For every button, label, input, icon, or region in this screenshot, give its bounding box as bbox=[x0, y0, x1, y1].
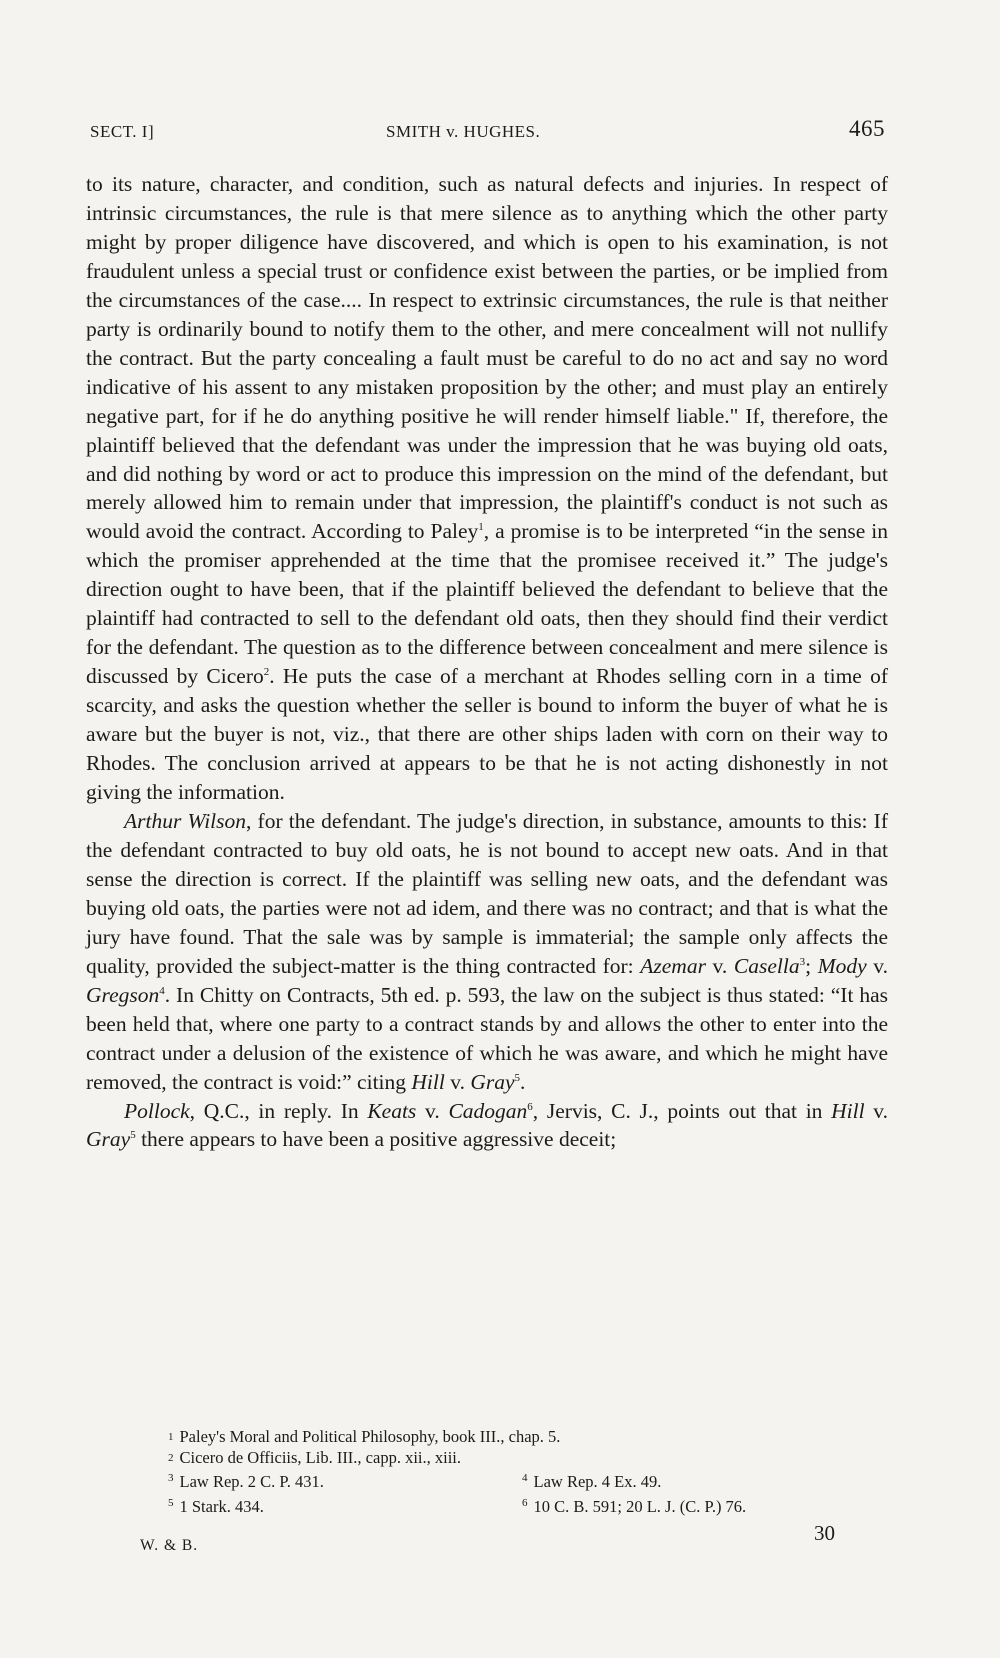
paragraph-text: . He puts the case of a merchant at Rhodes selling corn in a time of scarcity, and asks the question whether the seller is bound to inform the buyer of what he is aware but the buyer is not, viz., that there are other ships laden with corn on their way to Rhodes. The conclusion arrived at appears to be that he is not acting dishonestly in not giving the information. bbox=[86, 664, 889, 805]
footnote-ref: 1 bbox=[478, 521, 484, 534]
paragraph-text: there appears to have been a positive aggressive deceit; bbox=[135, 1127, 617, 1152]
footnote bbox=[522, 1468, 661, 1493]
case-party: Gray bbox=[86, 1127, 131, 1152]
footnote-number: 6 bbox=[522, 1496, 528, 1509]
footnote bbox=[168, 1427, 868, 1448]
paragraph-text: . bbox=[520, 1069, 526, 1094]
paragraph-text: , a promise is to be interpreted “in the sense in which the promiser apprehended at the time that the promisee received it.” The judge's direction ought to have been, that if the plaintiff believed the defendant to believe that the plaintiff had contracted to sell to the defendant old oats, then they should find their verdict for the defendant. The question as to the difference between concealment and mere silence is discussed by Cicero bbox=[86, 519, 888, 689]
case-party: Gregson bbox=[86, 982, 160, 1007]
gathering-signature: 30 bbox=[814, 1521, 835, 1545]
versus: v. bbox=[705, 953, 734, 978]
footnote-text: Law Rep. 2 C. P. 431. bbox=[179, 1472, 324, 1491]
case-party: Cadogan bbox=[448, 1098, 528, 1123]
case-title: SMITH v. HUGHES. bbox=[386, 122, 541, 141]
paragraph-text: to its nature, character, and condition, such as natural defects and injuries. In respect of intrinsic circumstances, the rule is that mere silence as to anything which the other party might by proper diligence have discovered, and which is open to his examination, is not fraudulent unless a special trust or confidence exist between the parties, or be implied from the circumstances of the case.... In respect to extrinsic circumstances, the rule is that neither party is ordinarily bound to notify them to the other, and mere concealment will not nullify the contract. But the party concealing a fault must be careful to do no act and say no word indicative of his assent to any mistaken proposition by the other; and must play an entirely negative part, for if he do anything positive he will render himself liable." If, therefore, the plaintiff believed that the defendant was under the impression that he was buying old oats, and did nothing by word or act to produce this impression on the mind of the defendant, but merely allowed him to remain under that impression, the plaintiff's conduct is not such as would avoid the contract. According to Paley bbox=[86, 172, 888, 544]
footnote-text: 1 Stark. 434. bbox=[179, 1496, 264, 1516]
footnotes bbox=[168, 1427, 868, 1517]
versus: v. bbox=[444, 1069, 471, 1094]
footnote-pair bbox=[168, 1468, 868, 1493]
case-party: Azemar bbox=[640, 953, 706, 978]
case-party: Keats bbox=[367, 1098, 417, 1123]
footnote-ref: 5 bbox=[514, 1071, 521, 1084]
counsel-name: Arthur Wilson bbox=[124, 808, 247, 833]
footnote-text: Paley's Moral and Political Philosophy, book III., chap. 5. bbox=[179, 1427, 561, 1446]
footnote bbox=[168, 1448, 868, 1469]
counsel-name: Pollock bbox=[124, 1098, 190, 1123]
footnote-pair bbox=[168, 1493, 868, 1518]
footnote-number: 4 bbox=[522, 1472, 528, 1484]
paragraph-text: , Jervis, C. J., points out that in bbox=[532, 1098, 832, 1123]
footnote-ref: 3 bbox=[799, 955, 806, 968]
paragraph-text: . In Chitty on Contracts, 5th ed. p. 593, the law on the subject is thus stated: “It has been held that, where one party to a contract stands by and allows the other to enter into the contract under a delusion of the existence of which he was aware, and which he might have removed, the contract is void:” citing bbox=[86, 982, 888, 1094]
footnote-number: 5 bbox=[168, 1496, 174, 1509]
page-number: 465 bbox=[849, 116, 885, 141]
footnote-text: Law Rep. 4 Ex. 49. bbox=[533, 1472, 662, 1491]
footnote-number: 1 bbox=[168, 1431, 174, 1443]
footnote-ref: 4 bbox=[159, 984, 165, 997]
versus: v. bbox=[866, 953, 888, 978]
footnote bbox=[522, 1493, 746, 1518]
section-label: SECT. I] bbox=[90, 122, 155, 141]
paragraph-3 bbox=[86, 1097, 888, 1155]
case-party: Hill bbox=[831, 1098, 865, 1123]
paragraph-text: , Q.C., in reply. In bbox=[189, 1098, 368, 1123]
footnote-ref: 5 bbox=[130, 1129, 136, 1142]
printer-signature: W. & B. bbox=[140, 1537, 199, 1554]
paragraph-1 bbox=[86, 170, 888, 807]
footnote-ref: 2 bbox=[263, 666, 270, 679]
case-party: Gray bbox=[470, 1069, 515, 1094]
footnote-text: Cicero de Officiis, Lib. III., capp. xii., xiii. bbox=[179, 1447, 461, 1467]
paragraph-2 bbox=[86, 807, 888, 1097]
footnote-number: 3 bbox=[168, 1472, 174, 1484]
footnote-number: 2 bbox=[168, 1451, 174, 1464]
footnote bbox=[168, 1493, 522, 1518]
versus: v. bbox=[416, 1098, 449, 1123]
footnote-text: 10 C. B. 591; 20 L. J. (C. P.) 76. bbox=[533, 1496, 747, 1516]
main-text bbox=[86, 170, 888, 1154]
footnote bbox=[168, 1468, 522, 1493]
case-party: Mody bbox=[817, 953, 867, 978]
paragraph-text: ; bbox=[805, 953, 818, 978]
versus: v. bbox=[864, 1098, 889, 1123]
case-party: Hill bbox=[411, 1069, 445, 1094]
case-party: Casella bbox=[733, 953, 800, 978]
running-header bbox=[90, 116, 885, 146]
footnote-ref: 6 bbox=[527, 1100, 533, 1113]
paragraph-text: , for the defendant. The judge's direction, in substance, amounts to this: If the defendant contracted to buy old oats, he is not bound to accept new oats. And in that sense the direction is correct. If the plaintiff was selling new oats, and the defendant was buying old oats, the parties were not ad idem, and there was no contract; and that is what the jury have found. That the sale was by sample is immaterial; the sample only affects the quality, provided the subject-matter is the thing contracted for: bbox=[86, 808, 888, 978]
